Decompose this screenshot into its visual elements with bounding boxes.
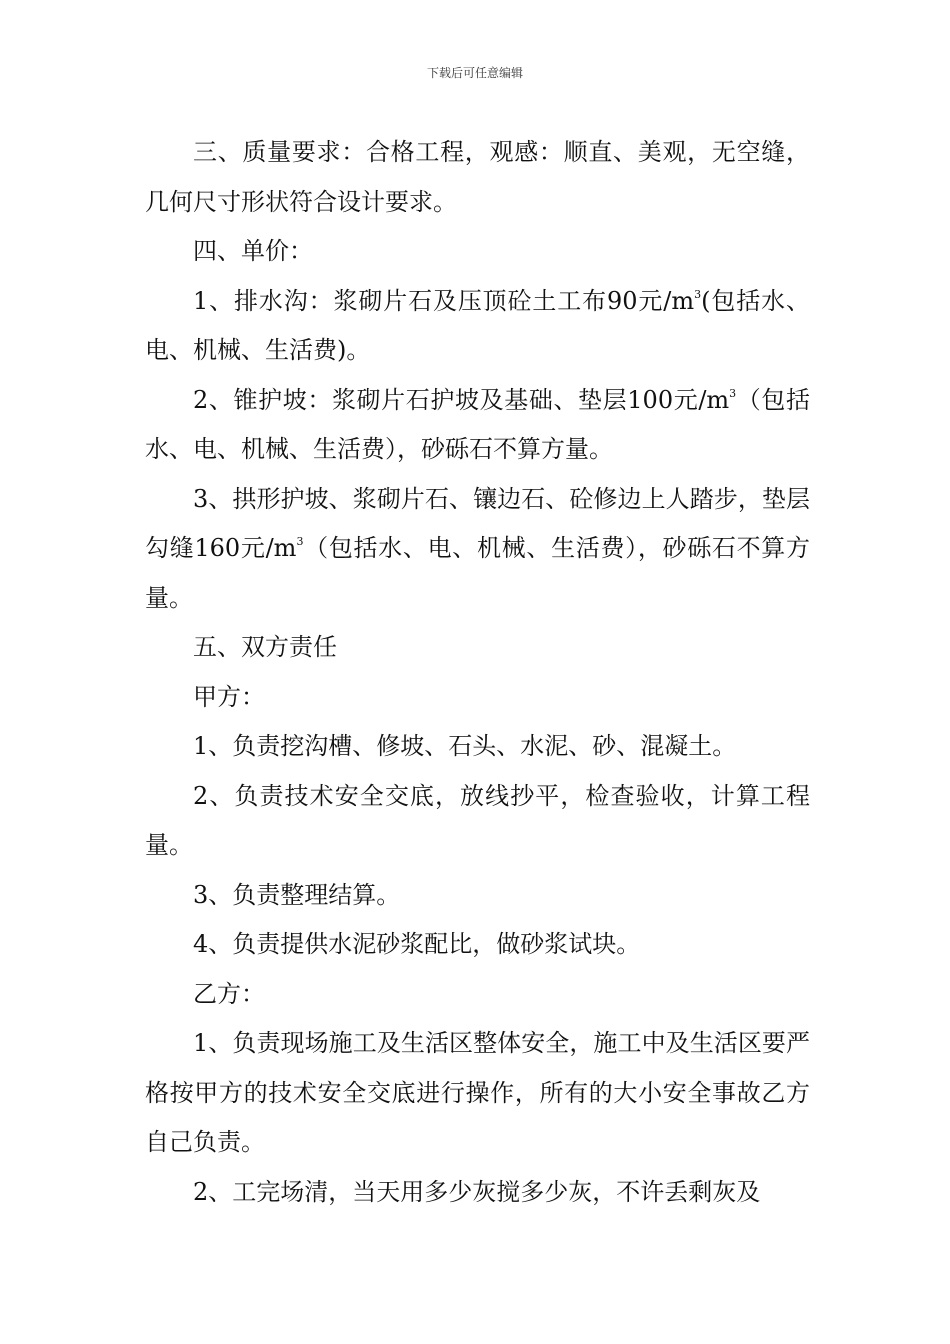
cubic-superscript: 3 — [694, 287, 702, 301]
quality-requirement: 三、质量要求：合格工程，观感：顺直、美观，无空缝，几何尺寸形状符合设计要求。 — [145, 138, 810, 216]
cubic-superscript: 3 — [296, 535, 304, 548]
party-b-item-2: 2、工完场清，当天用多少灰搅多少灰，不许丢剩灰及 — [193, 1177, 761, 1206]
party-b-label: 乙方： — [193, 979, 265, 1008]
unit-price-item-1-text: 1、排水沟：浆砌片石及压顶砼土工布90元/m — [193, 286, 695, 315]
cubic-superscript: 3 — [729, 386, 737, 400]
document-body — [145, 128, 810, 1217]
party-a-item-2: 2、负责技术安全交底，放线抄平，检查验收，计算工程量。 — [145, 781, 810, 859]
party-a-label: 甲方： — [193, 682, 265, 711]
unit-price-item-1 — [145, 277, 810, 376]
unit-price-item-2-note: （包括水、电、机械、生活费），砂砾石不算方量。 — [145, 385, 811, 463]
unit-price-item-1-note: (包括水、电、机械、生活费)。 — [145, 286, 810, 364]
duties-heading: 五、双方责任 — [193, 633, 337, 661]
unit-price-item-2-text: 2、锥护坡：浆砌片石护坡及基础、垫层100元/m — [193, 385, 730, 414]
unit-price-heading: 四、单价： — [193, 237, 313, 265]
page-header: 下载后可任意编辑 — [426, 66, 523, 80]
party-a-item-3: 3、负责整理结算。 — [193, 880, 401, 909]
unit-price-item-3 — [145, 475, 810, 624]
unit-price-item-3-text: 3、拱形护坡、浆砌片石、镶边石、砼修边上人踏步，垫层勾缝160元/m — [145, 484, 810, 562]
party-a-item-4: 4、负责提供水泥砂浆配比，做砂浆试块。 — [193, 930, 641, 958]
unit-price-item-3-note: （包括水、电、机械、生活费），砂砾石不算方量。 — [145, 534, 811, 612]
party-b-item-1: 1、负责现场施工及生活区整体安全，施工中及生活区要严格按甲方的技术安全交底进行操作，所有的大小安全事故乙方自己负责。 — [145, 1029, 810, 1156]
unit-price-item-2 — [145, 376, 810, 475]
party-a-item-1: 1、负责挖沟槽、修坡、石头、水泥、砂、混凝土。 — [193, 732, 737, 760]
